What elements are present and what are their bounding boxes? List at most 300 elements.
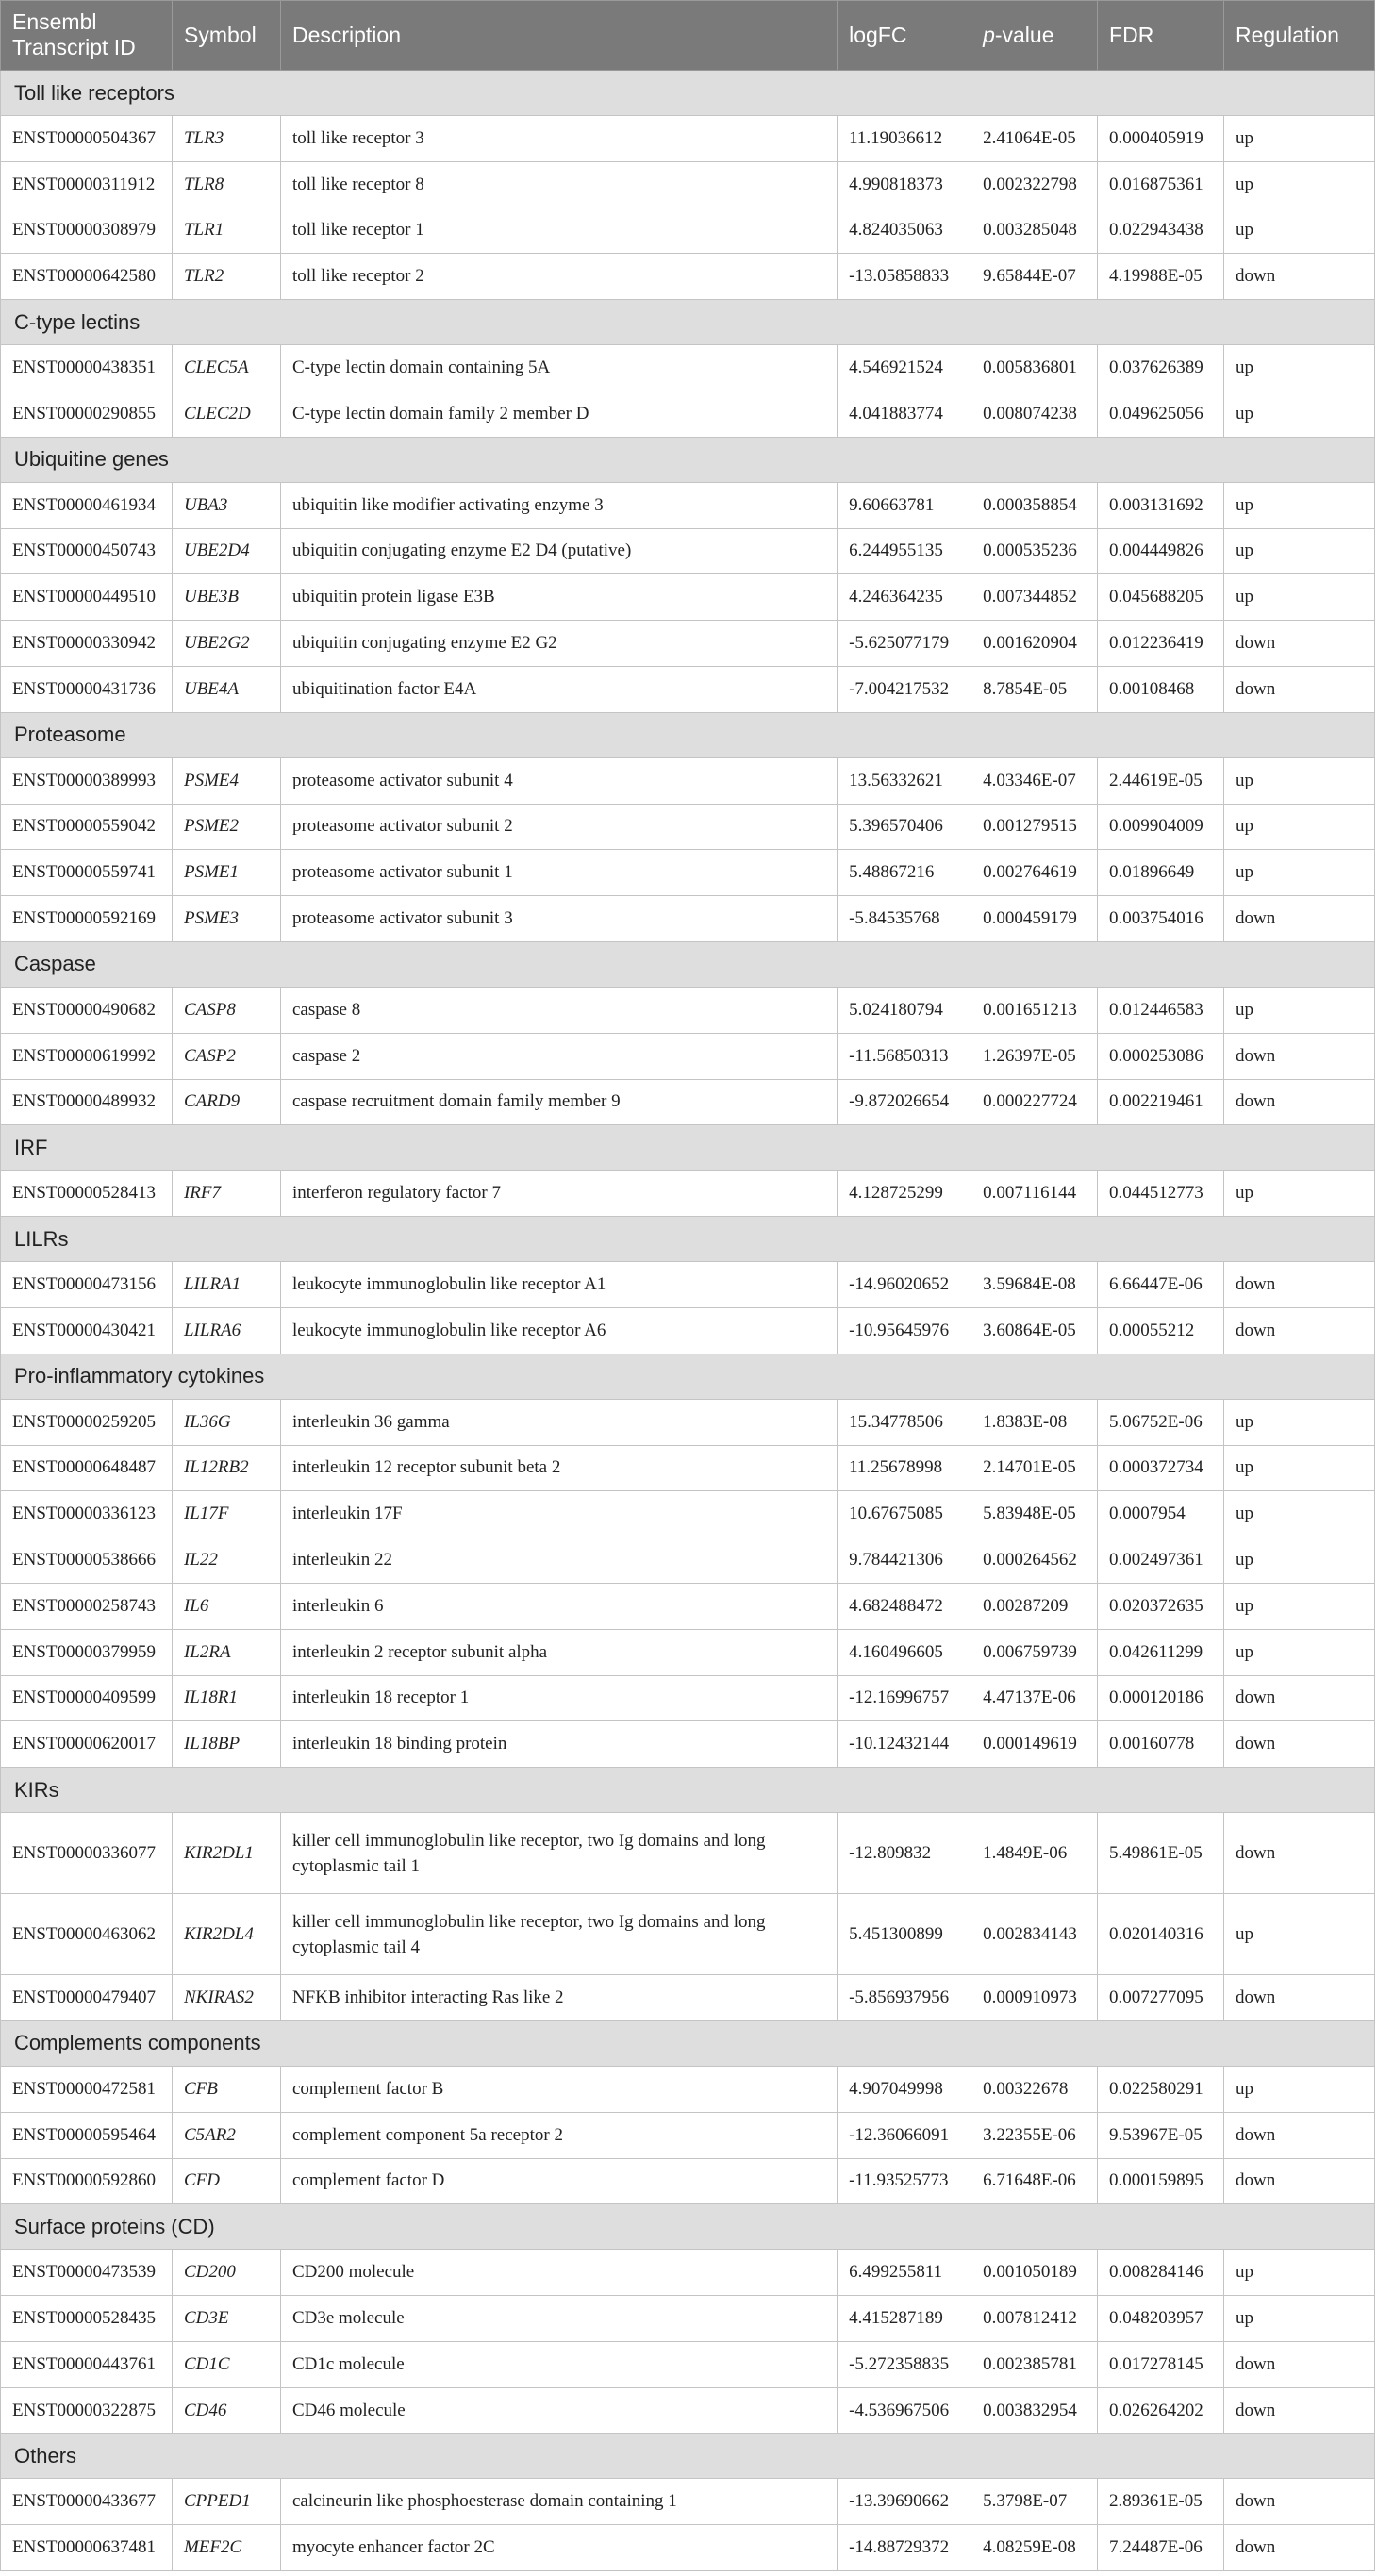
table-row — [1, 2341, 1375, 2387]
symbol-cell: CLEC2D — [172, 391, 280, 437]
group-header-row — [1, 712, 1375, 757]
fdr-cell: 0.049625056 — [1098, 391, 1224, 437]
logfc-cell: 4.907049998 — [838, 2066, 971, 2112]
pvalue-cell: 4.03346E-07 — [971, 757, 1098, 804]
transcript-id-cell: ENST00000430421 — [1, 1307, 173, 1354]
table-row — [1, 1262, 1375, 1308]
transcript-id-cell: ENST00000473156 — [1, 1262, 173, 1308]
regulation-cell: up — [1224, 2066, 1375, 2112]
description-cell: interleukin 12 receptor subunit beta 2 — [280, 1445, 837, 1491]
pvalue-cell: 1.8383E-08 — [971, 1399, 1098, 1445]
transcript-id-cell: ENST00000336077 — [1, 1813, 173, 1894]
transcript-id-cell: ENST00000648487 — [1, 1445, 173, 1491]
symbol-cell: TLR8 — [172, 161, 280, 208]
pvalue-cell: 0.007344852 — [971, 574, 1098, 621]
logfc-cell: -12.809832 — [838, 1813, 971, 1894]
logfc-cell: 6.499255811 — [838, 2250, 971, 2296]
logfc-cell: -13.39690662 — [838, 2479, 971, 2525]
fdr-cell: 0.026264202 — [1098, 2387, 1224, 2434]
transcript-id-cell: ENST00000308979 — [1, 208, 173, 254]
table-row — [1, 528, 1375, 574]
table-row — [1, 2296, 1375, 2342]
description-cell: ubiquitination factor E4A — [280, 666, 837, 712]
regulation-cell: up — [1224, 574, 1375, 621]
regulation-cell: down — [1224, 254, 1375, 300]
symbol-cell: LILRA1 — [172, 1262, 280, 1308]
pvalue-cell: 4.08259E-08 — [971, 2525, 1098, 2571]
symbol-cell: LILRA6 — [172, 1307, 280, 1354]
fdr-cell: 0.002219461 — [1098, 1079, 1224, 1125]
description-cell: killer cell immunoglobulin like receptor, two Ig domains and long cytoplasmic tail 1 — [280, 1813, 837, 1894]
transcript-id-cell: ENST00000559741 — [1, 850, 173, 896]
pvalue-cell: 0.002834143 — [971, 1894, 1098, 1975]
regulation-cell: up — [1224, 345, 1375, 391]
table-row — [1, 1171, 1375, 1217]
description-cell: complement component 5a receptor 2 — [280, 2112, 837, 2158]
pvalue-cell: 0.006759739 — [971, 1629, 1098, 1675]
symbol-cell: NKIRAS2 — [172, 1975, 280, 2021]
description-cell: ubiquitin conjugating enzyme E2 G2 — [280, 621, 837, 667]
description-cell: toll like receptor 1 — [280, 208, 837, 254]
symbol-cell: IL22 — [172, 1537, 280, 1584]
logfc-cell: 10.67675085 — [838, 1491, 971, 1537]
pvalue-cell: 0.001279515 — [971, 804, 1098, 850]
fdr-cell: 0.022943438 — [1098, 208, 1224, 254]
symbol-cell: CLEC5A — [172, 345, 280, 391]
table-row — [1, 345, 1375, 391]
transcript-id-cell: ENST00000389993 — [1, 757, 173, 804]
transcript-id-cell: ENST00000559042 — [1, 804, 173, 850]
transcript-id-cell: ENST00000330942 — [1, 621, 173, 667]
group-header-row — [1, 437, 1375, 482]
table-row — [1, 391, 1375, 437]
pvalue-cell: 0.00287209 — [971, 1583, 1098, 1629]
group-header-row — [1, 2020, 1375, 2066]
header-regulation: Regulation — [1224, 1, 1375, 71]
fdr-cell: 7.24487E-06 — [1098, 2525, 1224, 2571]
regulation-cell: up — [1224, 482, 1375, 528]
fdr-cell: 0.009904009 — [1098, 804, 1224, 850]
pvalue-cell: 0.000910973 — [971, 1975, 1098, 2021]
logfc-cell: 15.34778506 — [838, 1399, 971, 1445]
pvalue-cell: 6.71648E-06 — [971, 2158, 1098, 2204]
pvalue-cell: 0.000264562 — [971, 1537, 1098, 1584]
table-row — [1, 987, 1375, 1033]
header-description: Description — [280, 1, 837, 71]
regulation-cell: up — [1224, 1491, 1375, 1537]
logfc-cell: -11.56850313 — [838, 1033, 971, 1079]
description-cell: toll like receptor 3 — [280, 116, 837, 162]
header-pvalue — [971, 1, 1098, 71]
table-row — [1, 1894, 1375, 1975]
regulation-cell: up — [1224, 208, 1375, 254]
symbol-cell: CD46 — [172, 2387, 280, 2434]
fdr-cell: 0.000253086 — [1098, 1033, 1224, 1079]
header-symbol: Symbol — [172, 1, 280, 71]
description-cell: C-type lectin domain containing 5A — [280, 345, 837, 391]
logfc-cell: -14.96020652 — [838, 1262, 971, 1308]
logfc-cell: 13.56332621 — [838, 757, 971, 804]
regulation-cell: down — [1224, 1975, 1375, 2021]
description-cell: CD3e molecule — [280, 2296, 837, 2342]
header-row — [1, 1, 1375, 71]
table-row — [1, 1721, 1375, 1768]
logfc-cell: 4.128725299 — [838, 1171, 971, 1217]
table-row — [1, 621, 1375, 667]
fdr-cell: 0.048203957 — [1098, 2296, 1224, 2342]
pvalue-cell: 1.4849E-06 — [971, 1813, 1098, 1894]
regulation-cell: down — [1224, 1262, 1375, 1308]
table-body — [1, 71, 1375, 2571]
fdr-cell: 0.017278145 — [1098, 2341, 1224, 2387]
regulation-cell: down — [1224, 896, 1375, 942]
symbol-cell: IL17F — [172, 1491, 280, 1537]
description-cell: interferon regulatory factor 7 — [280, 1171, 837, 1217]
transcript-id-cell: ENST00000336123 — [1, 1491, 173, 1537]
pvalue-cell: 0.001651213 — [971, 987, 1098, 1033]
symbol-cell: UBE2D4 — [172, 528, 280, 574]
pvalue-cell: 0.000149619 — [971, 1721, 1098, 1768]
table-row — [1, 1491, 1375, 1537]
pvalue-cell: 3.59684E-08 — [971, 1262, 1098, 1308]
symbol-cell: TLR2 — [172, 254, 280, 300]
regulation-cell: down — [1224, 2479, 1375, 2525]
logfc-cell: -13.05858833 — [838, 254, 971, 300]
table-row — [1, 1675, 1375, 1721]
logfc-cell: 6.244955135 — [838, 528, 971, 574]
description-cell: proteasome activator subunit 4 — [280, 757, 837, 804]
transcript-id-cell: ENST00000322875 — [1, 2387, 173, 2434]
pvalue-cell: 0.005836801 — [971, 345, 1098, 391]
description-cell: interleukin 18 receptor 1 — [280, 1675, 837, 1721]
logfc-cell: -5.84535768 — [838, 896, 971, 942]
transcript-id-cell: ENST00000538666 — [1, 1537, 173, 1584]
pvalue-cell: 0.001620904 — [971, 621, 1098, 667]
symbol-cell: IL12RB2 — [172, 1445, 280, 1491]
logfc-cell: -5.625077179 — [838, 621, 971, 667]
description-cell: proteasome activator subunit 2 — [280, 804, 837, 850]
logfc-cell: -7.004217532 — [838, 666, 971, 712]
group-header-row — [1, 2434, 1375, 2479]
description-cell: proteasome activator subunit 1 — [280, 850, 837, 896]
logfc-cell: -5.272358835 — [838, 2341, 971, 2387]
description-cell: complement factor B — [280, 2066, 837, 2112]
pvalue-cell: 4.47137E-06 — [971, 1675, 1098, 1721]
table-row — [1, 896, 1375, 942]
regulation-cell: down — [1224, 1307, 1375, 1354]
logfc-cell: -12.16996757 — [838, 1675, 971, 1721]
fdr-cell: 0.01896649 — [1098, 850, 1224, 896]
pvalue-cell: 0.007812412 — [971, 2296, 1098, 2342]
table-row — [1, 1079, 1375, 1125]
logfc-cell: -10.95645976 — [838, 1307, 971, 1354]
group-title: Toll like receptors — [1, 71, 1375, 116]
table-row — [1, 666, 1375, 712]
transcript-id-cell: ENST00000472581 — [1, 2066, 173, 2112]
symbol-cell: CD1C — [172, 2341, 280, 2387]
description-cell: toll like receptor 2 — [280, 254, 837, 300]
pvalue-cell: 5.3798E-07 — [971, 2479, 1098, 2525]
group-header-row — [1, 1217, 1375, 1262]
table-row — [1, 116, 1375, 162]
regulation-cell: down — [1224, 1033, 1375, 1079]
logfc-cell: 4.824035063 — [838, 208, 971, 254]
fdr-cell: 0.000120186 — [1098, 1675, 1224, 1721]
regulation-cell: up — [1224, 1583, 1375, 1629]
table-row — [1, 1629, 1375, 1675]
pvalue-cell: 3.60864E-05 — [971, 1307, 1098, 1354]
table-row — [1, 2066, 1375, 2112]
symbol-cell: IL18R1 — [172, 1675, 280, 1721]
symbol-cell: CD3E — [172, 2296, 280, 2342]
symbol-cell: CD200 — [172, 2250, 280, 2296]
fdr-cell: 4.19988E-05 — [1098, 254, 1224, 300]
description-cell: interleukin 18 binding protein — [280, 1721, 837, 1768]
table-row — [1, 2112, 1375, 2158]
logfc-cell: 5.451300899 — [838, 1894, 971, 1975]
header-pvalue-p: p — [983, 23, 995, 47]
regulation-cell: up — [1224, 987, 1375, 1033]
table-row — [1, 850, 1375, 896]
group-title: Surface proteins (CD) — [1, 2204, 1375, 2250]
fdr-cell: 0.008284146 — [1098, 2250, 1224, 2296]
description-cell: proteasome activator subunit 3 — [280, 896, 837, 942]
group-header-row — [1, 1354, 1375, 1399]
group-title: LILRs — [1, 1217, 1375, 1262]
pvalue-cell: 2.14701E-05 — [971, 1445, 1098, 1491]
logfc-cell: 4.546921524 — [838, 345, 971, 391]
fdr-cell: 0.037626389 — [1098, 345, 1224, 391]
pvalue-cell: 0.008074238 — [971, 391, 1098, 437]
transcript-id-cell: ENST00000504367 — [1, 116, 173, 162]
symbol-cell: IL18BP — [172, 1721, 280, 1768]
description-cell: complement factor D — [280, 2158, 837, 2204]
description-cell: ubiquitin protein ligase E3B — [280, 574, 837, 621]
table-row — [1, 804, 1375, 850]
regulation-cell: up — [1224, 528, 1375, 574]
fdr-cell: 0.003754016 — [1098, 896, 1224, 942]
table-row — [1, 1307, 1375, 1354]
fdr-cell: 0.045688205 — [1098, 574, 1224, 621]
transcript-id-cell: ENST00000489932 — [1, 1079, 173, 1125]
pvalue-cell: 0.000535236 — [971, 528, 1098, 574]
table-row — [1, 161, 1375, 208]
regulation-cell: up — [1224, 1445, 1375, 1491]
description-cell: interleukin 2 receptor subunit alpha — [280, 1629, 837, 1675]
regulation-cell: down — [1224, 2158, 1375, 2204]
fdr-cell: 0.020140316 — [1098, 1894, 1224, 1975]
group-header-row — [1, 71, 1375, 116]
transcript-id-cell: ENST00000450743 — [1, 528, 173, 574]
regulation-cell: up — [1224, 757, 1375, 804]
symbol-cell: PSME3 — [172, 896, 280, 942]
description-cell: C-type lectin domain family 2 member D — [280, 391, 837, 437]
transcript-id-cell: ENST00000443761 — [1, 2341, 173, 2387]
header-pvalue-suffix: -value — [994, 23, 1054, 47]
description-cell: leukocyte immunoglobulin like receptor A6 — [280, 1307, 837, 1354]
symbol-cell: IRF7 — [172, 1171, 280, 1217]
fdr-cell: 0.016875361 — [1098, 161, 1224, 208]
transcript-id-cell: ENST00000433677 — [1, 2479, 173, 2525]
regulation-cell: down — [1224, 666, 1375, 712]
logfc-cell: 4.041883774 — [838, 391, 971, 437]
symbol-cell: UBE4A — [172, 666, 280, 712]
symbol-cell: IL6 — [172, 1583, 280, 1629]
logfc-cell: 4.246364235 — [838, 574, 971, 621]
transcript-id-cell: ENST00000528413 — [1, 1171, 173, 1217]
header-logfc: logFC — [838, 1, 971, 71]
regulation-cell: down — [1224, 2525, 1375, 2571]
table-row — [1, 1399, 1375, 1445]
description-cell: caspase 8 — [280, 987, 837, 1033]
fdr-cell: 0.0007954 — [1098, 1491, 1224, 1537]
table-row — [1, 208, 1375, 254]
regulation-cell: up — [1224, 850, 1375, 896]
table-row — [1, 574, 1375, 621]
group-title: Pro-inflammatory cytokines — [1, 1354, 1375, 1399]
symbol-cell: IL36G — [172, 1399, 280, 1445]
transcript-id-cell: ENST00000311912 — [1, 161, 173, 208]
group-title: KIRs — [1, 1768, 1375, 1813]
description-cell: caspase 2 — [280, 1033, 837, 1079]
pvalue-cell: 0.007116144 — [971, 1171, 1098, 1217]
description-cell: toll like receptor 8 — [280, 161, 837, 208]
logfc-cell: 9.784421306 — [838, 1537, 971, 1584]
table-header — [1, 1, 1375, 71]
fdr-cell: 0.012446583 — [1098, 987, 1224, 1033]
regulation-cell: down — [1224, 2112, 1375, 2158]
fdr-cell: 2.44619E-05 — [1098, 757, 1224, 804]
table-row — [1, 1033, 1375, 1079]
pvalue-cell: 5.83948E-05 — [971, 1491, 1098, 1537]
pvalue-cell: 0.003832954 — [971, 2387, 1098, 2434]
table-row — [1, 1975, 1375, 2021]
table-row — [1, 1445, 1375, 1491]
logfc-cell: 11.25678998 — [838, 1445, 971, 1491]
transcript-id-cell: ENST00000379959 — [1, 1629, 173, 1675]
regulation-cell: down — [1224, 621, 1375, 667]
description-cell: CD200 molecule — [280, 2250, 837, 2296]
symbol-cell: PSME2 — [172, 804, 280, 850]
description-cell: ubiquitin like modifier activating enzyme 3 — [280, 482, 837, 528]
regulation-cell: up — [1224, 2296, 1375, 2342]
fdr-cell: 0.020372635 — [1098, 1583, 1224, 1629]
regulation-cell: up — [1224, 1171, 1375, 1217]
pvalue-cell: 9.65844E-07 — [971, 254, 1098, 300]
symbol-cell: KIR2DL1 — [172, 1813, 280, 1894]
transcript-id-cell: ENST00000259205 — [1, 1399, 173, 1445]
regulation-cell: up — [1224, 391, 1375, 437]
symbol-cell: CASP8 — [172, 987, 280, 1033]
symbol-cell: CARD9 — [172, 1079, 280, 1125]
regulation-cell: up — [1224, 1537, 1375, 1584]
group-header-row — [1, 1768, 1375, 1813]
pvalue-cell: 3.22355E-06 — [971, 2112, 1098, 2158]
logfc-cell: -14.88729372 — [838, 2525, 971, 2571]
transcript-id-cell: ENST00000528435 — [1, 2296, 173, 2342]
symbol-cell: CASP2 — [172, 1033, 280, 1079]
transcript-id-cell: ENST00000449510 — [1, 574, 173, 621]
description-cell: caspase recruitment domain family member 9 — [280, 1079, 837, 1125]
transcript-id-cell: ENST00000463062 — [1, 1894, 173, 1975]
symbol-cell: PSME4 — [172, 757, 280, 804]
fdr-cell: 0.00160778 — [1098, 1721, 1224, 1768]
fdr-cell: 0.000372734 — [1098, 1445, 1224, 1491]
regulation-cell: up — [1224, 161, 1375, 208]
pvalue-cell: 0.000459179 — [971, 896, 1098, 942]
fdr-cell: 0.012236419 — [1098, 621, 1224, 667]
transcript-id-cell: ENST00000461934 — [1, 482, 173, 528]
group-title: Others — [1, 2434, 1375, 2479]
pvalue-cell: 0.00322678 — [971, 2066, 1098, 2112]
pvalue-cell: 0.002385781 — [971, 2341, 1098, 2387]
fdr-cell: 0.022580291 — [1098, 2066, 1224, 2112]
fdr-cell: 0.00055212 — [1098, 1307, 1224, 1354]
regulation-cell: down — [1224, 1813, 1375, 1894]
symbol-cell: UBE2G2 — [172, 621, 280, 667]
logfc-cell: -12.36066091 — [838, 2112, 971, 2158]
logfc-cell: 11.19036612 — [838, 116, 971, 162]
transcript-id-cell: ENST00000592169 — [1, 896, 173, 942]
fdr-cell: 0.000159895 — [1098, 2158, 1224, 2204]
table-row — [1, 1813, 1375, 1894]
transcript-id-cell: ENST00000473539 — [1, 2250, 173, 2296]
symbol-cell: KIR2DL4 — [172, 1894, 280, 1975]
transcript-id-cell: ENST00000431736 — [1, 666, 173, 712]
logfc-cell: 4.160496605 — [838, 1629, 971, 1675]
group-header-row — [1, 941, 1375, 987]
pvalue-cell: 0.001050189 — [971, 2250, 1098, 2296]
fdr-cell: 0.00108468 — [1098, 666, 1224, 712]
description-cell: CD1c molecule — [280, 2341, 837, 2387]
symbol-cell: UBA3 — [172, 482, 280, 528]
fdr-cell: 9.53967E-05 — [1098, 2112, 1224, 2158]
fdr-cell: 0.004449826 — [1098, 528, 1224, 574]
group-header-row — [1, 1125, 1375, 1171]
transcript-id-cell: ENST00000409599 — [1, 1675, 173, 1721]
description-cell: myocyte enhancer factor 2C — [280, 2525, 837, 2571]
description-cell: CD46 molecule — [280, 2387, 837, 2434]
transcript-id-cell: ENST00000490682 — [1, 987, 173, 1033]
description-cell: leukocyte immunoglobulin like receptor A1 — [280, 1262, 837, 1308]
table-row — [1, 254, 1375, 300]
transcript-id-cell: ENST00000258743 — [1, 1583, 173, 1629]
symbol-cell: CFD — [172, 2158, 280, 2204]
regulation-cell: down — [1224, 2387, 1375, 2434]
regulation-cell: up — [1224, 804, 1375, 850]
pvalue-cell: 2.41064E-05 — [971, 116, 1098, 162]
pvalue-cell: 0.002764619 — [971, 850, 1098, 896]
logfc-cell: 5.48867216 — [838, 850, 971, 896]
table-row — [1, 2387, 1375, 2434]
table-row — [1, 757, 1375, 804]
fdr-cell: 5.06752E-06 — [1098, 1399, 1224, 1445]
regulation-cell: up — [1224, 1894, 1375, 1975]
description-cell: calcineurin like phosphoesterase domain containing 1 — [280, 2479, 837, 2525]
fdr-cell: 0.003131692 — [1098, 482, 1224, 528]
group-title: C-type lectins — [1, 300, 1375, 345]
symbol-cell: UBE3B — [172, 574, 280, 621]
logfc-cell: -5.856937956 — [838, 1975, 971, 2021]
fdr-cell: 6.66447E-06 — [1098, 1262, 1224, 1308]
table-row — [1, 2479, 1375, 2525]
description-cell: NFKB inhibitor interacting Ras like 2 — [280, 1975, 837, 2021]
regulation-cell: up — [1224, 116, 1375, 162]
regulation-cell: up — [1224, 1629, 1375, 1675]
transcript-id-cell: ENST00000642580 — [1, 254, 173, 300]
pvalue-cell: 0.000358854 — [971, 482, 1098, 528]
regulation-cell: down — [1224, 1079, 1375, 1125]
